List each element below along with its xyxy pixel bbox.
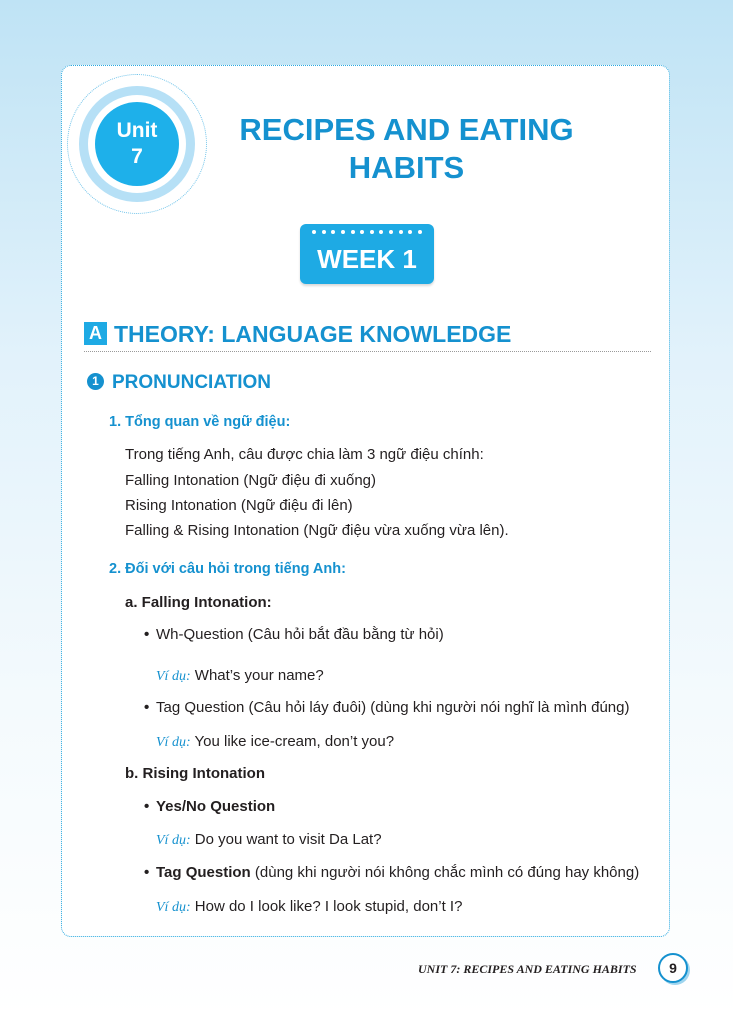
part1-line: Falling Intonation (Ngữ điệu đi xuống) — [125, 472, 377, 489]
running-footer-title: UNIT 7: RECIPES AND EATING HABITS — [418, 962, 637, 976]
bullet-icon: • — [144, 798, 150, 815]
list-item — [144, 798, 275, 815]
pronunciation-number-icon: 1 — [87, 373, 104, 390]
week-banner: WEEK 1 — [300, 224, 434, 284]
list-item-bold: Tag Question — [156, 864, 251, 881]
example — [156, 667, 324, 685]
list-item — [144, 626, 444, 643]
example-label: Ví dụ: — [156, 833, 191, 848]
section-a-label: THEORY: LANGUAGE KNOWLEDGE — [114, 321, 512, 347]
part1-line: Rising Intonation (Ngữ điệu đi lên) — [125, 497, 353, 514]
list-item-bold: Yes/No Question — [156, 798, 276, 815]
list-item-text: Wh-Question (Câu hỏi bắt đầu bằng từ hỏi) — [156, 626, 444, 643]
example-text: Do you want to visit Da Lat? — [194, 831, 382, 848]
list-item — [144, 699, 630, 716]
section-a-marker: A — [84, 322, 107, 345]
falling-intonation-label: a. Falling Intonation: — [125, 594, 272, 611]
unit-title — [220, 111, 593, 187]
example-label: Ví dụ: — [156, 669, 191, 684]
bullet-icon: • — [144, 626, 150, 643]
example-text: How do I look like? I look stupid, don’t I? — [194, 898, 463, 915]
part1-heading: 1. Tổng quan về ngữ điệu: — [109, 414, 291, 430]
unit-badge — [95, 102, 179, 186]
bullet-icon: • — [144, 864, 150, 881]
list-item — [144, 864, 639, 881]
pronunciation-label: PRONUNCIATION — [112, 372, 272, 393]
part2-heading: 2. Đối với câu hỏi trong tiếng Anh: — [109, 561, 346, 577]
part1-line: Trong tiếng Anh, câu được chia làm 3 ngữ điệu chính: — [125, 446, 484, 463]
example-text: What’s your name? — [194, 667, 324, 684]
unit-number: 7 — [131, 145, 143, 168]
example — [156, 831, 382, 849]
example-text: You like ice-cream, don’t you? — [194, 733, 395, 750]
part1-line: Falling & Rising Intonation (Ngữ điệu vừa xuống vừa lên). — [125, 522, 509, 539]
week-banner-dots — [312, 230, 422, 236]
section-a-heading — [84, 319, 651, 352]
example-label: Ví dụ: — [156, 735, 191, 750]
unit-title-line1: RECIPES AND EATING — [239, 112, 574, 147]
example-label: Ví dụ: — [156, 900, 191, 915]
example — [156, 733, 394, 751]
bullet-icon: • — [144, 699, 150, 716]
page-number: 9 — [658, 953, 688, 983]
list-item-text: (dùng khi người nói không chắc mình có đúng hay không) — [250, 864, 640, 881]
unit-label: Unit — [116, 119, 158, 142]
unit-title-line2: HABITS — [348, 150, 465, 185]
rising-intonation-label: b. Rising Intonation — [125, 765, 265, 782]
example — [156, 898, 462, 916]
list-item-text: Tag Question (Câu hỏi láy đuôi) (dùng khi người nói nghĩ là mình đúng) — [156, 699, 630, 716]
